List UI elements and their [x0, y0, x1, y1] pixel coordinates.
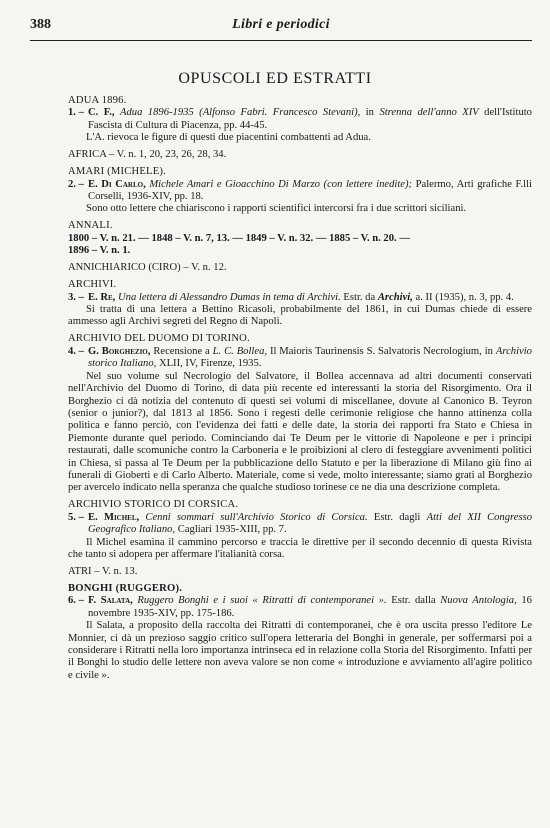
item-journal: Strenna dell'anno XIV: [379, 107, 479, 119]
entry-annichiarico: [30, 262, 532, 274]
item-title: Una lettera di Alessandro Dumas in tema di Archivi.: [118, 291, 341, 303]
item-source-lead: Estr. dalla: [391, 595, 436, 607]
bibliographic-item: [30, 107, 532, 132]
item-author: E. Michel,: [88, 511, 140, 523]
entry-archivio-duomo: [30, 333, 532, 494]
item-abstract: Il Salata, a proposito della raccolta dei Ritratti di contemporanei, che è ora uscita presso l'editore Le Monnier, ci dà un prezioso saggio critico sull'opera letteraria del Bonghi in generale, per soffermarsi poi a considerare i Ritratti nella loro importanza intrinseca ed in relazione colla Storia del Risorgimento. Infatti per il Bonghi lo studio delle lettere non aveva valore se non come « introduzione e avviamento all'agire politico e civile ».: [68, 620, 532, 681]
subject-heading: ADUA 1896.: [68, 95, 127, 106]
item-abstract: Il Michel esamina il cammino percorso e traccia le direttive per il secondo decennio di questa Rivista che tanto si adopera per affermare l'italianità corsa.: [68, 536, 532, 560]
bibliographic-item: [30, 512, 532, 537]
item-title: Adua 1896-1935: [120, 107, 194, 119]
cross-reference: AFRICA – V. n. 1, 20, 23, 26, 28, 34.: [68, 149, 227, 161]
item-publication: Palermo, Arti grafiche F.lli Corselli, 1936-XIV, pp. 18.: [88, 178, 532, 203]
item-lead: Recensione a: [153, 345, 210, 357]
running-head: [30, 17, 532, 37]
item-abstract: L'A. rievoca le figure di questi due piacentini combattenti ad Adua.: [86, 132, 371, 144]
item-number: 4. –: [68, 345, 84, 357]
bibliographic-item: [30, 292, 532, 304]
item-number: 2. –: [68, 178, 84, 190]
item-title: Ruggero Bonghi e i suoi « Ritratti di contemporanei ».: [137, 595, 387, 607]
subject-heading: ARCHIVI.: [68, 279, 117, 291]
item-author: E. Re,: [88, 291, 116, 303]
item-number: 5. –: [68, 511, 84, 523]
bibliographic-item: [30, 179, 532, 204]
bibliographic-item: [30, 346, 532, 371]
subject-heading: ANNALI.: [68, 220, 113, 232]
item-journal: Archivi,: [377, 291, 413, 303]
entry-annali: [30, 220, 532, 257]
item-title: Michele Amari e Gioacchino Di Marzo: [149, 178, 320, 190]
item-source-lead: Estr. da: [343, 291, 376, 303]
item-author: C. F.,: [88, 107, 115, 119]
subject-heading: ARCHIVIO STORICO DI CORSICA.: [68, 499, 239, 511]
item-abstract: Nel suo volume sul Necrologio del Salvatore, il Bollea accennava ad altri documenti conservati nell'Archivio del Duomo di Torino, di data più recente ed interessanti la storia del Risorgimento. Ora il Borghezio ci dà notizia del contenuto di questi sei volumi di miscellanee, dovute al Canonico B. Teyron (senior o junior?), dal 1813 al 1856. Sono i regesti delle cerimonie religiose che hanno attinenza colla politica e fanno perciò, con l'evidenza dei fatti e delle date, la storia dei rapporti fra Stato e Chiesa in Piemonte durante quel periodo. Cominciando dai Te Deum per le vittorie di Napoleone e per i principi restaurati, dalle scomuniche contro la Carboneria e le proibizioni al clero di festeggiare avvenimenti politici in Chiesa, si passa al Te Deum per la pubblicazione dello Statuto e per la liberazione di Milano giù fino ai funerali di Gioberti e di Carlo Alberto. Materiale, come si vede, molto interessante; siamo grati al Borghezio per avercelo indicato nella speranza che qualche studioso torinese ce ne dia una descrizione completa.: [68, 370, 532, 494]
header-rule: [30, 40, 532, 41]
item-in: in: [484, 345, 493, 357]
entry-archivi: [30, 279, 532, 329]
item-author: E. Di Carlo,: [88, 178, 146, 190]
entry-amari: [30, 166, 532, 216]
item-abstract: Sono otto lettere che chiariscono i rapporti scientifici intercorsi fra i due scrittori siciliani.: [86, 203, 467, 215]
entries-list: [30, 95, 532, 682]
item-author: G. Borghezio,: [88, 345, 151, 357]
annali-refs-line-1: 1800 – V. n. 21. — 1848 – V. n. 7, 13. — 1849 – V. n. 32. — 1885 – V. n. 20. —: [68, 232, 410, 244]
entry-adua: [30, 95, 532, 145]
annali-refs-line-2: 1896 – V. n. 1.: [68, 245, 131, 257]
item-journal: Atti del XII Congresso Geografico Italiano,: [88, 511, 533, 536]
subject-heading: AMARI (MICHELE).: [68, 166, 166, 178]
item-number: 3. –: [68, 291, 84, 303]
item-publication: 16 novembre 1935-XIV, pp. 175-186.: [88, 595, 532, 619]
item-title: Cenni sommari sull'Archivio Storico di Corsica.: [145, 511, 368, 523]
item-in: in: [365, 107, 374, 119]
item-author: F. Salata,: [88, 595, 133, 607]
item-journal: Archivio storico Italiano,: [88, 345, 532, 370]
item-publication: XLII, IV, Firenze, 1935.: [158, 358, 262, 370]
item-publication: a. II (1935), n. 3, pp. 4.: [415, 291, 514, 303]
cross-reference: ANNICHIARICO (CIRO) – V. n. 12.: [68, 262, 227, 274]
section-title: OPUSCOLI ED ESTRATTI: [178, 70, 372, 87]
subject-heading: BONGHI (RUGGERO).: [68, 582, 183, 594]
entry-africa: [30, 149, 532, 161]
item-editors: (Alfonso Fabri. Francesco Stevani),: [199, 107, 361, 119]
subject-heading: ARCHIVIO DEL DUOMO DI TORINO.: [68, 333, 250, 345]
item-reviewed-author: L. C. Bollea,: [212, 345, 268, 357]
entry-atri: [30, 566, 532, 578]
item-source-lead: Estr. dagli: [373, 511, 421, 523]
item-abstract: Si tratta di una lettera a Bettino Ricasoli, probabilmente del 1861, in cui Dumas chiede di essere ammesso agli Archivi segreti del Regno di Napoli.: [68, 304, 532, 328]
item-title: Il Maioris Taurinensis S. Salvatoris Necrologium,: [269, 345, 482, 357]
page-number: 388: [30, 17, 51, 32]
cross-reference: ATRI – V. n. 13.: [68, 565, 138, 577]
item-number: 1. –: [68, 107, 84, 119]
item-subtitle: (con lettere inedite);: [323, 178, 413, 190]
bibliographic-item: [30, 595, 532, 620]
entry-archivio-corsica: [30, 499, 532, 561]
running-title: Libri e periodici: [232, 17, 330, 32]
item-publication: dell'Istituto Fascista di Cultura di Piacenza, pp. 44-45.: [88, 107, 532, 131]
entry-bonghi: [30, 583, 532, 682]
item-publication: Cagliari 1935-XIII, pp. 7.: [177, 524, 287, 536]
item-number: 6. –: [68, 595, 84, 607]
item-journal: Nuova Antologia,: [440, 595, 517, 607]
